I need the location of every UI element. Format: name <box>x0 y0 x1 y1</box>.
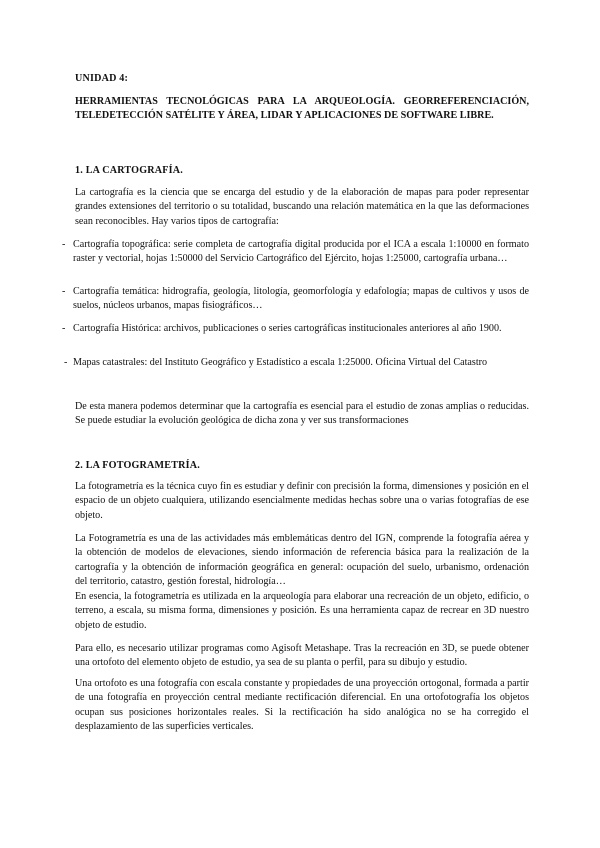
section-1-intro: La cartografía es la ciencia que se encarga del estudio y de la elaboración de mapas para poder representar grandes extensiones del territorio o su totalidad, buscando una relación matemática en la que las deformaciones sean reconocibles. Hay varios tipos de cartografía: <box>75 187 529 227</box>
bullet-dash: - <box>62 239 66 250</box>
section-2-paragraph: La fotogrametría es la técnica cuyo fin es estudiar y definir con precisión la forma, dimensiones y posición en el espacio de un objeto cualquiera, utilizando esencialmente medidas hechas sobre una o varias fotografías de ese objeto. <box>75 481 529 521</box>
unit-label: UNIDAD 4: <box>75 73 129 84</box>
bullet-dash: - <box>64 357 68 368</box>
bullet-tematica <box>62 285 529 314</box>
bullet-historica <box>62 322 529 336</box>
bullet-topografica <box>62 238 529 267</box>
bullet-text: Cartografía temática: hidrografía, geología, litología, geomorfología y edafología; mapas de cultivos y usos de suelos, núcleos urbanos, mapas fisiográficos… <box>73 286 529 312</box>
bullet-dash: - <box>62 323 66 334</box>
bullet-text: Mapas catastrales: del Instituto Geográfico y Estadístico a escala 1:25000. Oficina Virtual del Catastro <box>73 357 488 368</box>
section-1-heading: 1. LA CARTOGRAFÍA. <box>75 165 183 176</box>
section-2-paragraph: La Fotogrametría es una de las actividades más emblemáticas dentro del IGN, comprende la fotografía aérea y la obtención de modelos de elevaciones, siendo información de referencia básica para la realización de la cartografía y la obtención de información geográfica en general: ocupación del suelo, urbanismo, ordenación del territorio, catastro, gestión forestal, hidrología… <box>75 533 529 587</box>
unit-title: HERRAMIENTAS TECNOLÓGICAS PARA LA ARQUEOLOGÍA. GEORREFERENCIACIÓN, TELEDETECCIÓN SATÉLITE Y ÁREA, LIDAR Y APLICACIONES DE SOFTWARE LIBRE. <box>75 96 529 122</box>
bullet-text: Cartografía topográfica: serie completa de cartografía digital producida por el ICA a escala 1:10000 en formato raster y vectorial, hojas 1:50000 del Servicio Cartográfico del Ejército, hojas 1:25000, cartografía urbana… <box>73 239 529 265</box>
section-2-paragraph: En esencia, la fotogrametría es utilizada en la arqueología para elaborar una recreación de un objeto, edificio, o terreno, a escala, su misma forma, dimensiones y posición. Es una herramienta capaz de recrear en 3D nuestro objeto de estudio. <box>75 591 529 631</box>
section-2-paragraph: Una ortofoto es una fotografía con escala constante y propiedades de una proyección ortogonal, formada a partir de una fotografía en proyección central mediante rectificación diferencial. En una ortofotografía los objetos ocupan sus posiciones horizontales reales. Si la rectificación ha sido analógica no se ha corregido el desplazamiento de las superficies verticales. <box>75 678 529 732</box>
section-2-heading: 2. LA FOTOGRAMETRÍA. <box>75 460 200 471</box>
bullet-text: Cartografía Histórica: archivos, publicaciones o series cartográficas institucionales anteriores al año 1900. <box>73 323 502 334</box>
section-1-conclusion: De esta manera podemos determinar que la cartografía es esencial para el estudio de zonas amplias o reducidas. Se puede estudiar la evolución geológica de dicha zona y ver sus transformaciones <box>75 401 529 427</box>
bullet-catastrales <box>64 356 531 370</box>
section-2-paragraph: Para ello, es necesario utilizar programas como Agisoft Metashape. Tras la recreación en 3D, se puede obtener una ortofoto del elemento objeto de estudio, ya sea de su planta o perfil, para su dibujo y estudio. <box>75 643 529 669</box>
bullet-dash: - <box>62 286 66 297</box>
